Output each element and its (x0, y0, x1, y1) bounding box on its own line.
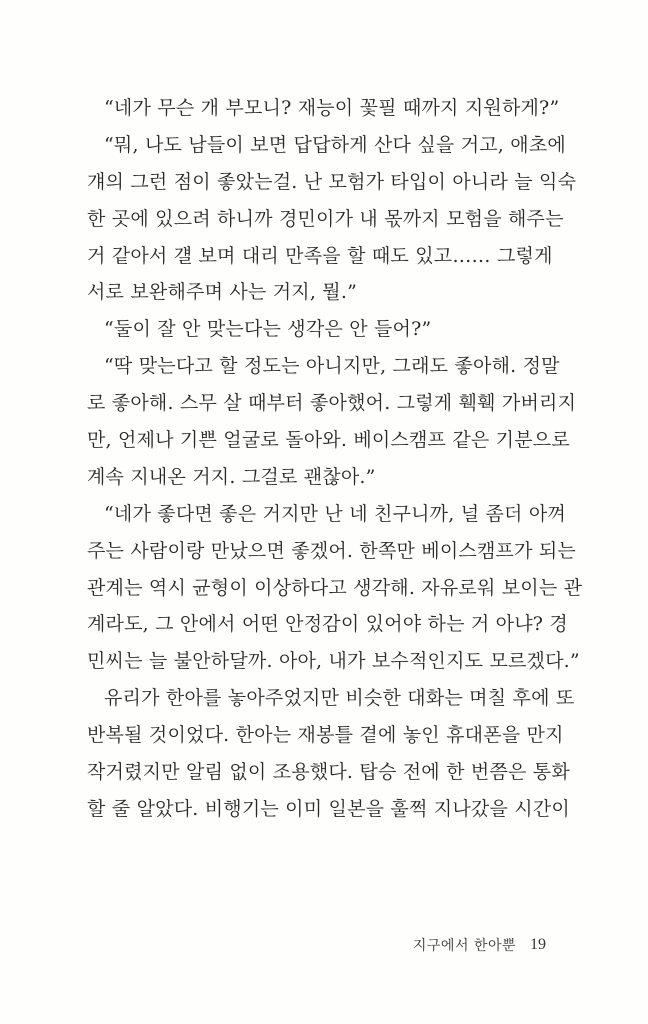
body-text (87, 90, 583, 828)
text-line: 반복될 것이었다. 한아는 재봉틀 곁에 놓인 휴대폰을 만지 (87, 724, 564, 747)
running-title: 지구에서 한아뿐 (412, 938, 516, 954)
text-line: “둘이 잘 안 맞는다는 생각은 안 들어?” (104, 318, 432, 341)
text-line: 주는 사람이랑 만났으면 좋겠어. 한쪽만 베이스캠프가 되는 (87, 539, 576, 562)
text-line: 한 곳에 있으려 하니까 경민이가 내 몫까지 모험을 해주는 (87, 207, 564, 230)
text-line: 유리가 한아를 놓아주었지만 비슷한 대화는 며칠 후에 또 (104, 687, 575, 710)
text-line: 민씨는 늘 불안하달까. 아아, 내가 보수적인지도 모르겠다.” (87, 650, 580, 673)
text-line: 작거렸지만 알림 없이 조용했다. 탑승 전에 한 번쯤은 통화 (87, 761, 570, 784)
text-line: 거 같아서 걜 보며 대리 만족을 할 때도 있고…… 그렇게 (87, 244, 553, 267)
text-line: “네가 무슨 개 부모니? 재능이 꽃필 때까지 지원하게?” (104, 97, 560, 119)
page-footer (400, 932, 546, 958)
text-line: 걔의 그런 점이 좋았는걸. 난 모험가 타입이 아니라 늘 익숙 (87, 170, 577, 193)
text-line: “네가 좋다면 좋은 거지만 난 네 친구니까, 널 좀더 아껴 (104, 502, 566, 525)
text-line: “뭐, 나도 남들이 보면 답답하게 산다 싶을 거고, 애초에 (104, 133, 566, 156)
text-line: “딱 맞는다고 할 정도는 아니지만, 그래도 좋아해. 정말 (104, 355, 560, 378)
text-line: 관계는 역시 균형이 이상하다고 생각해. 자유로워 보이는 관 (87, 576, 583, 599)
text-line: 할 줄 알았다. 비행기는 이미 일본을 훌쩍 지나갔을 시간이 (87, 797, 570, 820)
text-line: 서로 보완해주며 사는 거지, 뭘.” (87, 281, 357, 304)
text-line: 계라도, 그 안에서 어떤 안정감이 있어야 하는 거 아냐? 경 (87, 613, 568, 636)
page-number: 19 (530, 936, 546, 953)
text-line: 계속 지내온 거지. 그걸로 괜찮아.” (87, 465, 376, 488)
text-line: 만, 언제나 기쁜 얼굴로 돌아와. 베이스캠프 같은 기분으로 (87, 429, 570, 452)
text-line: 로 좋아해. 스무 살 때부터 좋아했어. 그렇게 훽훽 가버리지 (87, 392, 577, 415)
